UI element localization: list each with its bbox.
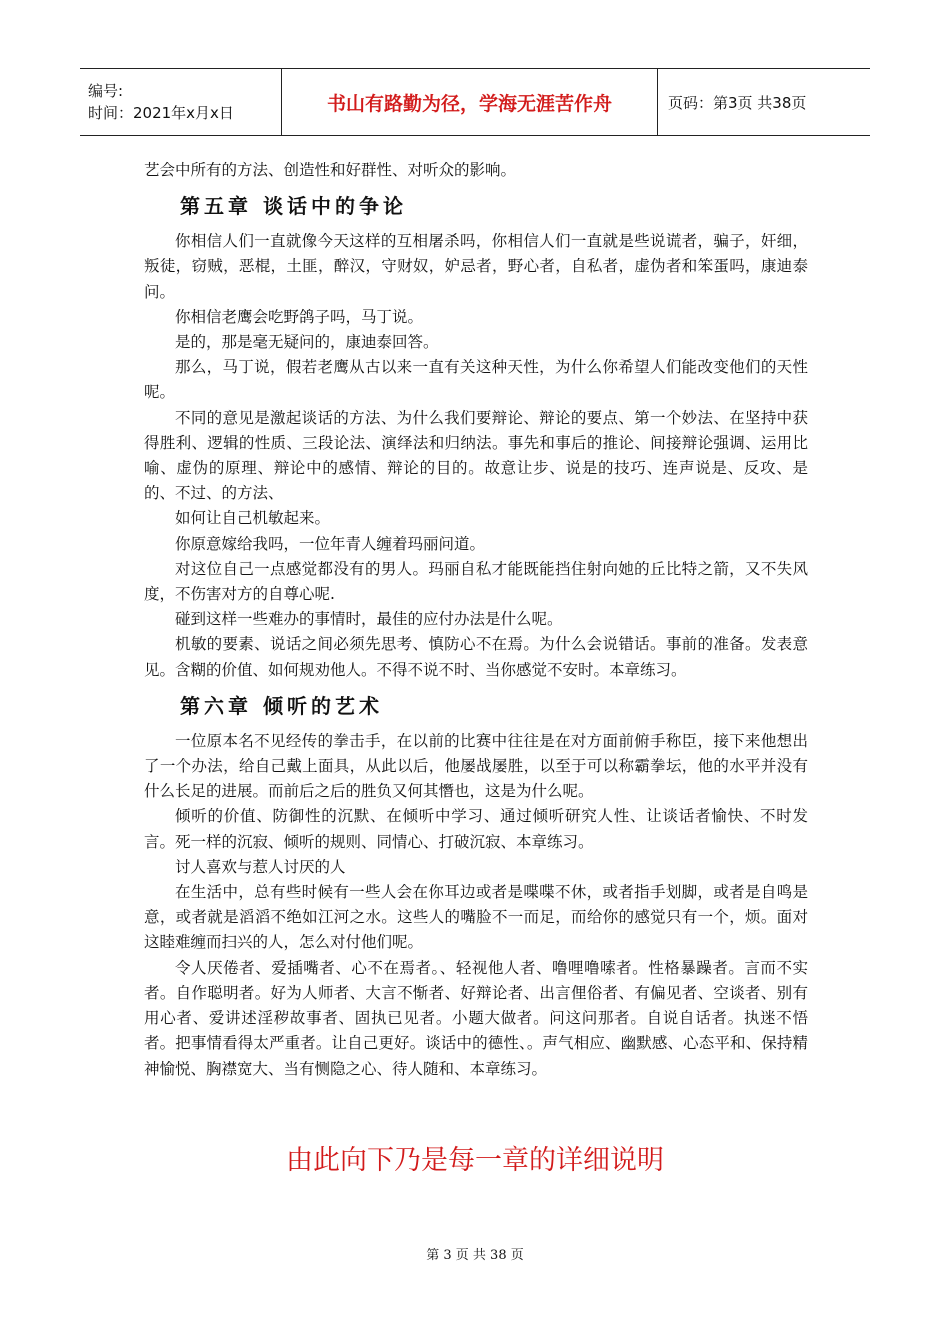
paragraph: 讨人喜欢与惹人讨厌的人: [175, 857, 346, 876]
paragraph: 你相信老鹰会吃野鸽子吗，马丁说。: [175, 307, 424, 326]
paragraph: 一位原本名不见经传的拳击手，在以前的比赛中往往是在对方面前俯手称臣，接下来他想出了一个办法，给自己戴上面具，从此以后，他屡战屡胜，以至于可以称霸拳坛，他的水平并没有什么长足的进展。而前后之后的胜负又何其憯也，这是为什么呢。: [144, 731, 808, 801]
paragraph: 不同的意见是激起谈话的方法、为什么我们要辩论、辩论的要点、第一个妙法、在坚持中获得胜利、逻辑的性质、三段论法、演绎法和归纳法。事先和事后的推论、间接辩论强调、运用比喻、虚伪的原理、辩论中的感情、辩论的目的。故意让步、说是的技巧、连声说是、反攻、是的、不过、的方法、: [144, 408, 808, 503]
chapter-6-title: 第六章 倾听的艺术: [180, 693, 383, 718]
page-footer: 第 3 页 共 38 页: [426, 1248, 524, 1263]
serial-label: 编号:: [88, 82, 124, 100]
paragraph: 如何让自己机敏起来。: [175, 509, 331, 528]
date-line: 时间：2021年x月x日: [88, 104, 234, 122]
paragraph: 机敏的要素、说话之间必须先思考、慎防心不在焉。为什么会说错话。事前的准备。发表意见。含糊的价值、如何规劝他人。不得不说不时、当你感觉不安时。本章练习。: [144, 635, 808, 679]
paragraph: 对这位自己一点感觉都没有的男人。玛丽自私才能既能挡住射向她的丘比特之箭，又不失风度，不伤害对方的自尊心呢.: [144, 559, 808, 604]
paragraph: 令人厌倦者、爱插嘴者、心不在焉者。、轻视他人者、噜哩噜嗦者。性格暴躁者。言而不实者。自作聪明者。好为人师者、大言不惭者、好辩论者、出言俚俗者、有偏见者、空谈者、别有用心者、爱讲述淫秽故事者、固执已见者。小题大做者。问这问那者。自说自话者。执迷不悟者。把事情看得太严重者。让自己更好。谈话中的德性、。声气相应、幽默感、心态平和、保持精神愉悦、胸襟宽大、当有恻隐之心、待人随和、本章练习。: [144, 958, 808, 1078]
paragraph: 碰到这样一些难办的事情时，最佳的应付办法是什么呢。: [175, 610, 563, 629]
red-note: 由此向下乃是每一章的详细说明: [286, 1145, 664, 1176]
paragraph: 你原意嫁给我吗，一位年青人缠着玛丽问道。: [175, 534, 486, 553]
page-info: 页码：第3页 共38页: [668, 93, 807, 112]
paragraph: 在生活中，总有些时候有一些人会在你耳边或者是喋喋不休，或者指手划脚，或者是自鸣是意，或者就是滔滔不绝如江河之水。这些人的嘴脸不一而足，而给你的感觉只有一个，烦。面对这睦难缠而扫兴的人，怎么对付他们呢。: [144, 883, 808, 952]
paragraph: 倾听的价值、防御性的沉默、在倾听中学习、通过倾听研究人性、让谈话者愉快、不时发言。死一样的沉寂、倾听的规则、同情心、打破沉寂、本章练习。: [144, 807, 808, 851]
intro-paragraph: 艺会中所有的方法、创造性和好群性、对听众的影响。: [144, 161, 517, 179]
motto: 书山有路勤为径，学海无涯苦作舟: [326, 92, 612, 115]
header-motto-cell: [282, 69, 658, 135]
header-page-info-cell: [658, 69, 870, 135]
paragraph: 你相信人们一直就像今天这样的互相屠杀吗，你相信人们一直就是些说谎者，骗子，奸细，叛徒，窃贼，恶棍，土匪，醉汉，守财奴，妒忌者，野心者，自私者，虚伪者和笨蛋吗，康迪泰问。: [144, 232, 808, 301]
page-header: [80, 68, 870, 136]
document-body: [144, 158, 808, 1082]
paragraph: 那么，马丁说，假若老鹰从古以来一直有关这种天性，为什么你希望人们能改变他们的天性呢。: [144, 358, 808, 402]
chapter-5-title: 第五章 谈话中的争论: [180, 194, 407, 219]
paragraph: 是的，那是毫无疑问的，康迪泰回答。: [175, 333, 439, 352]
header-meta: [80, 69, 282, 135]
